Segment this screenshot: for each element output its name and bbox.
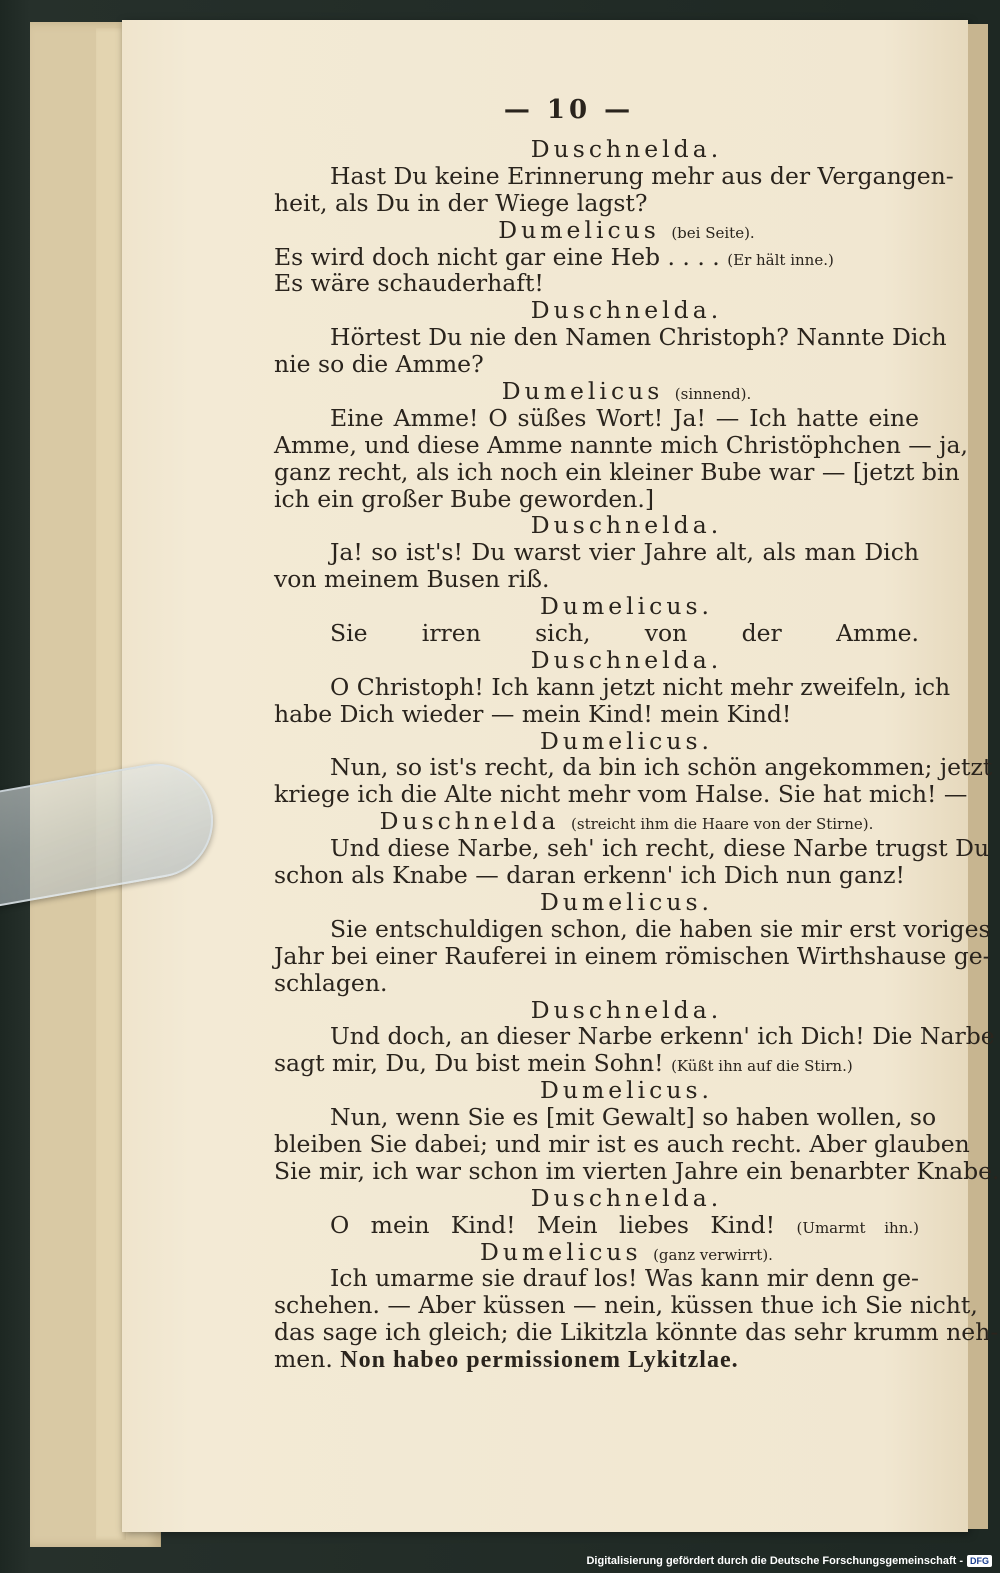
line-text: Und diese Narbe, seh' ich recht, diese Narbe trugst Du — [330, 834, 990, 863]
text-line — [274, 753, 993, 782]
text-line — [274, 1129, 970, 1158]
text-line — [274, 1156, 1000, 1185]
line-text: kriege ich die Alte nicht mehr vom Halse. Sie hat mich! — — [274, 780, 968, 809]
speaker-label: Duschnelda. — [530, 645, 723, 674]
text-line — [274, 486, 919, 513]
text-line — [274, 701, 919, 728]
dfg-logo: DFG — [967, 1555, 992, 1567]
text-line — [274, 1318, 999, 1347]
stage-direction: (sinnend). — [674, 385, 752, 404]
line-text: schlagen. — [274, 968, 388, 997]
text-line — [274, 1103, 937, 1132]
footer-text: Digitalisierung gefördert durch die Deutsche Forschungsgemeinschaft - — [586, 1555, 963, 1567]
speaker-label: Duschnelda. — [530, 296, 723, 325]
page-number: — 10 — — [503, 95, 635, 125]
speaker-label: Duschnelda. — [530, 135, 723, 163]
speaker-name — [274, 997, 919, 1024]
line-text: das sage ich gleich; die Likitzla könnte das sehr krumm neh- — [274, 1318, 999, 1347]
text-line — [274, 1346, 919, 1373]
text-line — [274, 1265, 919, 1292]
text-line — [274, 351, 919, 378]
text-line — [274, 270, 919, 297]
text-line — [274, 941, 991, 970]
line-text: O Christoph! Ich kann jetzt nicht mehr zweifeln, ich — [330, 672, 951, 701]
text-line — [274, 834, 990, 863]
speaker-name — [274, 647, 919, 674]
speaker-name — [274, 512, 919, 539]
speaker-name — [274, 1185, 919, 1212]
stage-direction: (streicht ihm die Haare von der Stirne). — [571, 815, 874, 834]
line-text: Es wäre schauderhaft! — [274, 269, 544, 298]
line-text: Amme, und diese Amme nannte mich Christöphchen — ja, — [274, 430, 969, 459]
speaker-label: Dumelicus. — [539, 887, 714, 916]
speaker-name — [274, 593, 919, 620]
text-line — [274, 190, 919, 217]
speaker-label: Dumelicus. — [539, 1076, 714, 1105]
stage-direction: (bei Seite). — [671, 223, 755, 242]
text-line — [274, 430, 969, 459]
text-lines — [274, 135, 1000, 1374]
speaker-label: Dumelicus — [480, 1237, 642, 1266]
stage-direction: (ganz verwirrt). — [653, 1245, 773, 1264]
line-text: habe Dich wieder — mein Kind! mein Kind! — [274, 699, 792, 728]
line-text: Hast Du keine Erinnerung mehr aus der Vergangen- — [330, 161, 954, 190]
text-line — [274, 620, 919, 647]
speaker-label: Dumelicus. — [539, 726, 714, 755]
line-text: heit, als Du in der Wiege lagst? — [274, 188, 648, 217]
text-line — [274, 1022, 995, 1051]
text-line — [274, 970, 919, 997]
line-text: sagt mir, Du, Du bist mein Sohn! — [274, 1049, 664, 1078]
text-line — [274, 862, 919, 889]
line-text: Ich umarme sie drauf los! Was kann mir denn ge- — [330, 1264, 919, 1293]
speaker-label: Dumelicus — [498, 215, 660, 244]
stage-direction: (Umarmt ihn.) — [796, 1218, 919, 1237]
speaker-name — [274, 378, 919, 405]
text-line — [274, 780, 968, 809]
stage-direction: (Er hält inne.) — [727, 250, 834, 269]
text-line — [274, 1212, 919, 1239]
stage-direction: (Küßt ihn auf die Stirn.) — [671, 1057, 853, 1076]
line-text: men. — [274, 1345, 333, 1374]
line-text: Sie entschuldigen schon, die haben sie mir erst voriges — [330, 914, 991, 943]
text-line — [274, 161, 954, 190]
text-line — [274, 672, 951, 701]
text-line — [274, 1291, 978, 1320]
speaker-name — [274, 1239, 919, 1266]
line-text: ich ein großer Bube geworden.] — [274, 484, 655, 513]
line-text: Jahr bei einer Rauferei in einem römischen Wirthshause ge- — [274, 941, 991, 970]
text-line — [274, 914, 991, 943]
speaker-name — [274, 889, 919, 916]
latin-phrase: Non habeo permissionem Lykitzlae. — [340, 1347, 739, 1374]
line-text: nie so die Amme? — [274, 350, 484, 379]
text-line — [274, 566, 919, 593]
text-line — [274, 1050, 919, 1077]
speaker-label: Dumelicus. — [539, 592, 714, 621]
line-text: Und doch, an dieser Narbe erkenn' ich Dich! Die Narbe — [330, 1022, 995, 1051]
speaker-label: Duschnelda — [379, 807, 560, 836]
speaker-name — [274, 136, 919, 163]
line-text: ganz recht, als ich noch ein kleiner Bube war — [jetzt bin — [274, 457, 960, 486]
line-text: Nun, wenn Sie es [mit Gewalt] so haben wollen, so — [330, 1103, 937, 1132]
speaker-name — [274, 217, 919, 244]
speaker-name — [274, 297, 919, 324]
speaker-name — [274, 1077, 919, 1104]
text-line — [274, 405, 919, 432]
text-line — [274, 323, 947, 352]
speaker-name — [274, 808, 919, 835]
line-text: Hörtest Du nie den Namen Christoph? Nannte Dich — [330, 323, 947, 352]
footer-credit — [586, 1553, 992, 1569]
line-text: bleiben Sie dabei; und mir ist es auch recht. Aber glauben — [274, 1129, 970, 1158]
line-text: Es wird doch nicht gar eine Heb . . . . — [274, 242, 720, 271]
speaker-label: Duschnelda. — [530, 995, 723, 1024]
line-text: O mein Kind! Mein liebes Kind! — [330, 1210, 776, 1239]
line-text: Sie mir, ich war schon im vierten Jahre ein benarbter Knabe. — [274, 1156, 1000, 1185]
text-line — [274, 457, 960, 486]
line-text: Ja! so ist's! Du warst vier Jahre alt, als man Dich — [330, 538, 919, 567]
line-text: von meinem Busen riß. — [274, 565, 550, 594]
line-text: Nun, so ist's recht, da bin ich schön angekommen; jetzt — [330, 753, 993, 782]
speaker-name — [274, 728, 919, 755]
speaker-label: Dumelicus — [501, 377, 664, 406]
text-line — [274, 539, 919, 566]
line-text: schehen. — Aber küssen — nein, küssen thue ich Sie nicht, — [274, 1291, 978, 1320]
line-text: Sie irren sich, von der Amme. — [330, 619, 919, 648]
speaker-label: Duschnelda. — [530, 511, 723, 540]
text-line — [274, 244, 919, 271]
page-text — [274, 88, 1000, 1374]
speaker-label: Duschnelda. — [530, 1183, 723, 1212]
line-text: Eine Amme! O süßes Wort! Ja! — Ich hatte eine — [330, 403, 919, 432]
line-text: schon als Knabe — daran erkenn' ich Dich nun ganz! — [274, 861, 905, 890]
